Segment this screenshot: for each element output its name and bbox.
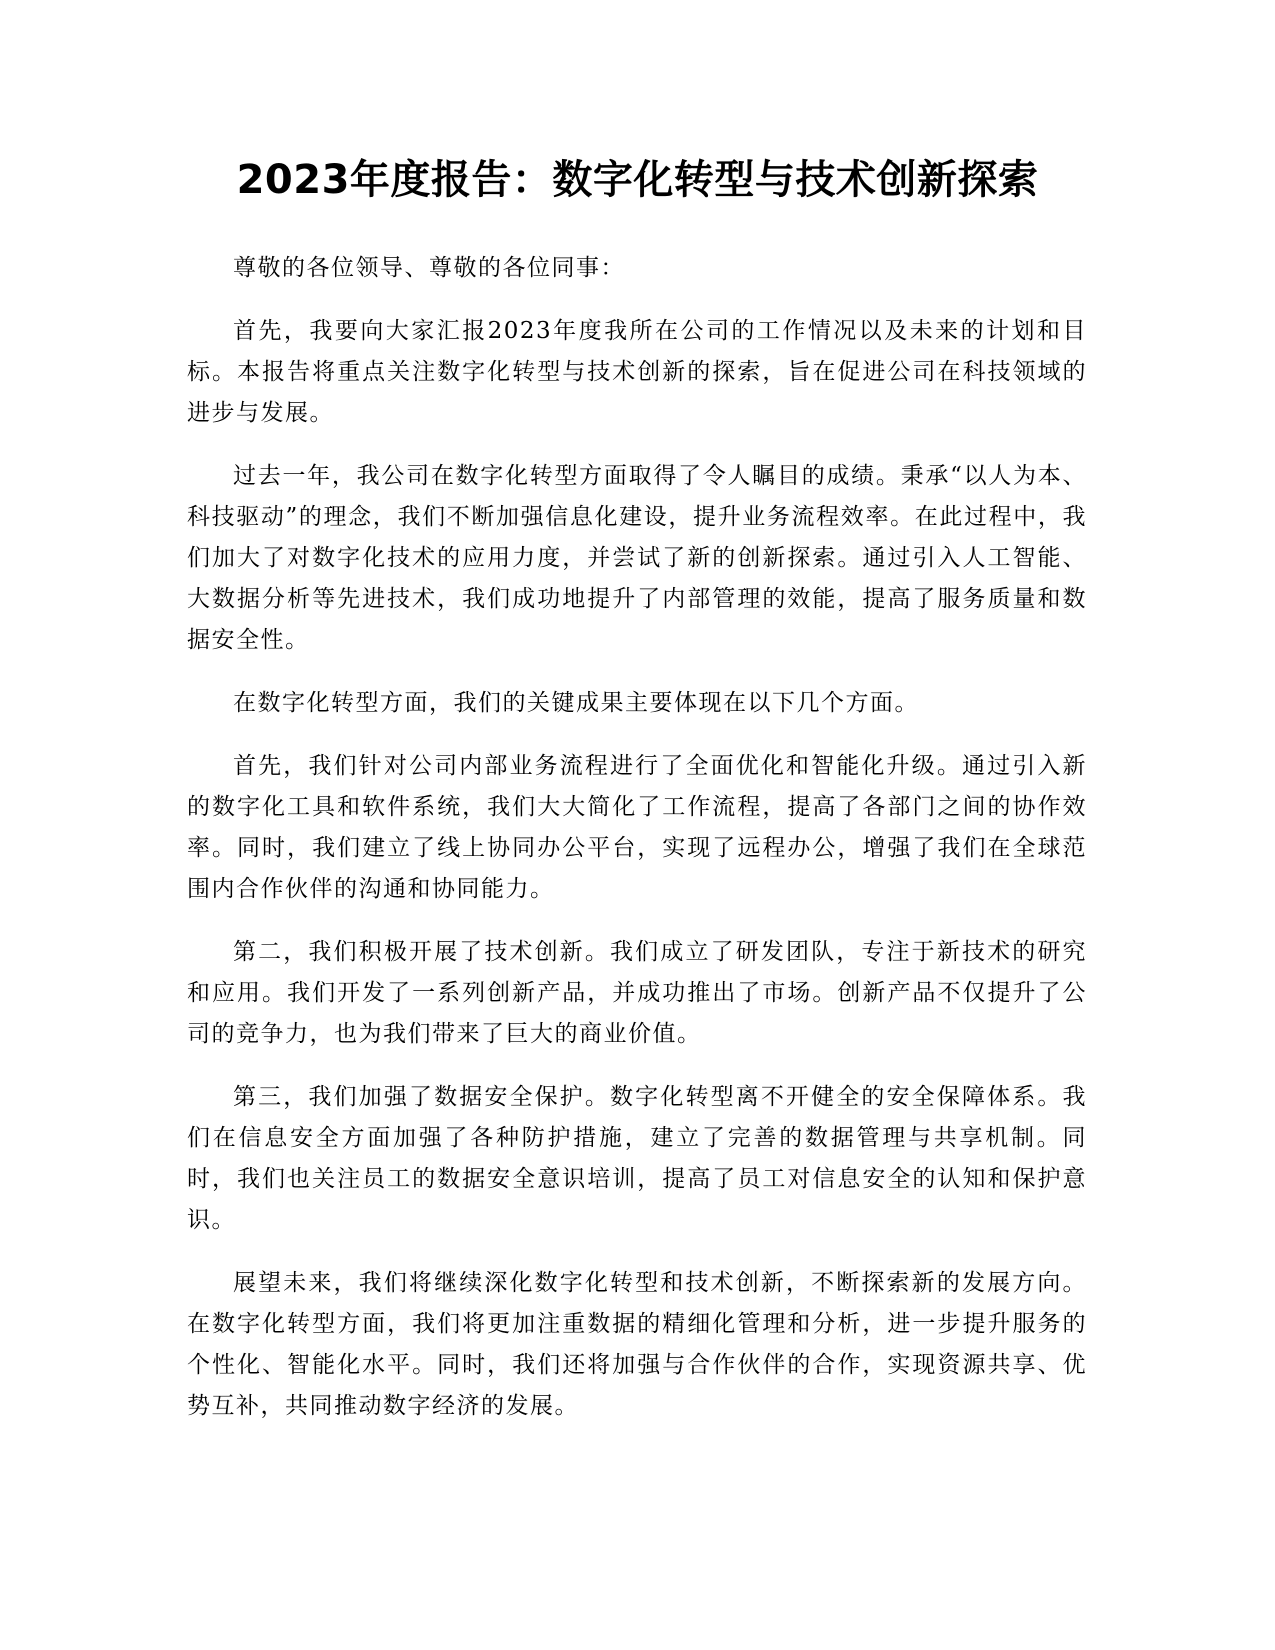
key-results-paragraph: 在数字化转型方面，我们的关键成果主要体现在以下几个方面。 (233, 690, 919, 716)
document-title: 2023年度报告：数字化转型与技术创新探索 (236, 157, 1039, 203)
salutation-paragraph: 尊敬的各位领导、尊敬的各位同事： (233, 255, 625, 281)
intro-paragraph: 首先，我要向大家汇报2023年度我所在公司的工作情况以及未来的计划和目标。本报告将重点关注数字化转型与技术创新的探索，旨在促进公司在科技领域的进步与发展。 (187, 318, 1087, 426)
past-year-paragraph: 过去一年，我公司在数字化转型方面取得了令人瞩目的成绩。秉承“以人为本、科技驱动”的理念，我们不断加强信息化建设，提升业务流程效率。在此过程中，我们加大了对数字化技术的应用力度，并尝试了新的创新探索。通过引入人工智能、大数据分析等先进技术，我们成功地提升了内部管理的效能，提高了服务质量和数据安全性。 (187, 463, 1087, 653)
technology-innovation-paragraph: 第二，我们积极开展了技术创新。我们成立了研发团队，专注于新技术的研究和应用。我们开发了一系列创新产品，并成功推出了市场。创新产品不仅提升了公司的竞争力，也为我们带来了巨大的商业价值。 (187, 939, 1087, 1047)
outlook-paragraph: 展望未来，我们将继续深化数字化转型和技术创新，不断探索新的发展方向。在数字化转型方面，我们将更加注重数据的精细化管理和分析，进一步提升服务的个性化、智能化水平。同时，我们还将加强与合作伙伴的合作，实现资源共享、优势互补，共同推动数字经济的发展。 (187, 1270, 1087, 1419)
data-security-paragraph: 第三，我们加强了数据安全保护。数字化转型离不开健全的安全保障体系。我们在信息安全方面加强了各种防护措施，建立了完善的数据管理与共享机制。同时，我们也关注员工的数据安全意识培训，提高了员工对信息安全的认知和保护意识。 (187, 1084, 1087, 1233)
document-body (187, 248, 1087, 1449)
process-optimization-paragraph: 首先，我们针对公司内部业务流程进行了全面优化和智能化升级。通过引入新的数字化工具和软件系统，我们大大简化了工作流程，提高了各部门之间的协作效率。同时，我们建立了线上协同办公平台，实现了远程办公，增强了我们在全球范围内合作伙伴的沟通和协同能力。 (187, 753, 1087, 902)
